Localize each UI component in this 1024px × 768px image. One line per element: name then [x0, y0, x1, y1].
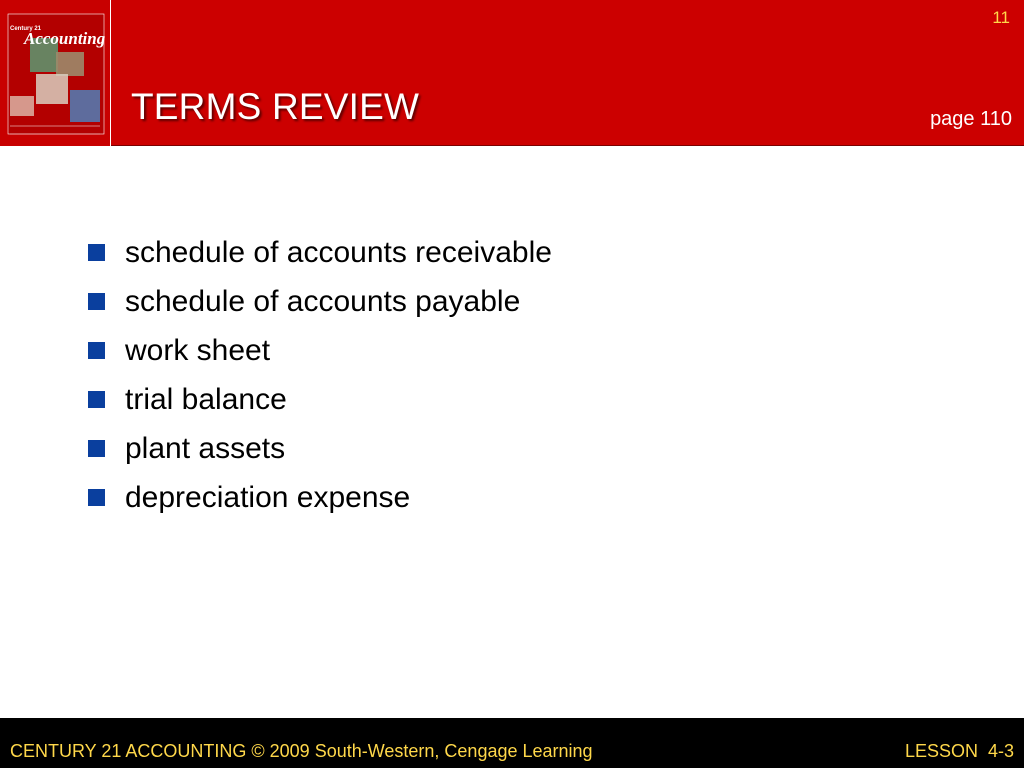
- term-text: plant assets: [125, 431, 286, 465]
- term-text: depreciation expense: [125, 480, 411, 514]
- square-bullet-icon: [88, 440, 105, 457]
- copyright-text: CENTURY 21 ACCOUNTING © 2009 South-Western, Cengage Learning: [10, 741, 593, 761]
- square-bullet-icon: [88, 342, 105, 359]
- book-cover-image: [0, 0, 111, 146]
- list-item: [88, 228, 552, 277]
- list-item: [88, 473, 552, 522]
- slide-number: 11: [992, 8, 1010, 27]
- list-item: [88, 326, 552, 375]
- svg-text:Century 21: Century 21: [10, 26, 42, 32]
- list-item: [88, 424, 552, 473]
- term-text: schedule of accounts payable: [125, 284, 521, 318]
- terms-list: [88, 228, 552, 522]
- square-bullet-icon: [88, 293, 105, 310]
- term-text: schedule of accounts receivable: [125, 235, 552, 269]
- slide-title: TERMS REVIEW: [131, 86, 420, 127]
- page-reference: page 110: [930, 108, 1012, 130]
- list-item: [88, 375, 552, 424]
- term-text: work sheet: [125, 333, 271, 367]
- lesson-label: LESSON 4-3: [904, 741, 1014, 761]
- svg-text:Accounting: Accounting: [24, 29, 106, 48]
- book-cover-graphic: [0, 0, 110, 146]
- slide-footer: [0, 718, 1024, 768]
- slide-header: [0, 0, 1024, 146]
- list-item: [88, 277, 552, 326]
- square-bullet-icon: [88, 244, 105, 261]
- square-bullet-icon: [88, 489, 105, 506]
- term-text: trial balance: [125, 382, 287, 416]
- square-bullet-icon: [88, 391, 105, 408]
